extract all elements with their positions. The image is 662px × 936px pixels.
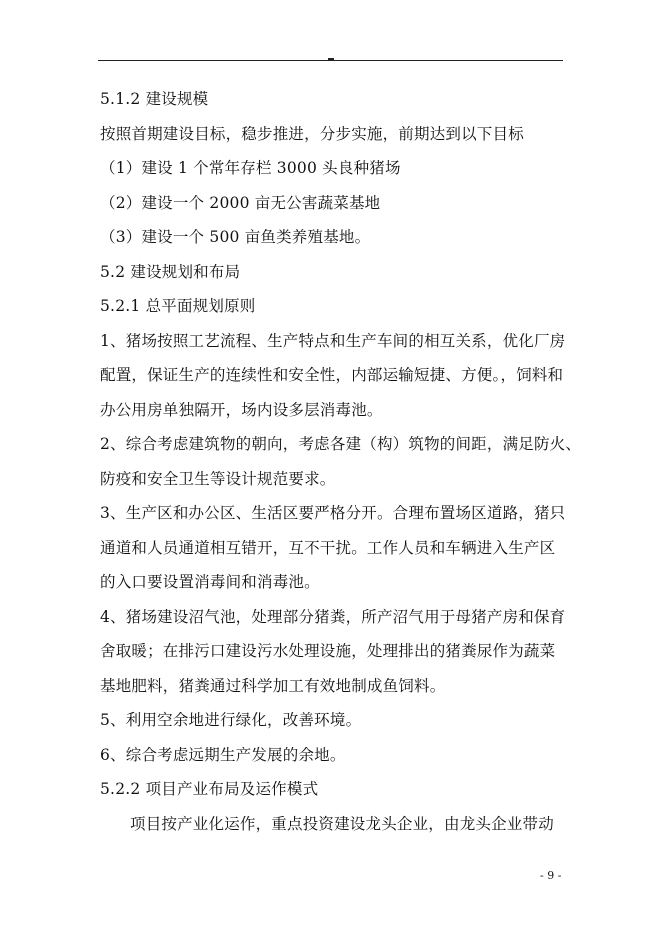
list-item: （3）建设一个 500 亩鱼类养殖基地。	[100, 228, 371, 246]
section-heading-5-2: 5.2 建设规划和布局	[100, 263, 241, 281]
section-heading-5-1-2: 5.1.2 建设规模	[100, 90, 209, 108]
list-item: （1）建设 1 个常年存栏 3000 头良种猪场	[100, 159, 401, 177]
paragraph-line: 2、综合考虑建筑物的朝向，考虑各建（构）筑物的间距，满足防火、	[100, 435, 582, 453]
page-number: - 9 -	[540, 869, 562, 882]
header-mark	[328, 58, 334, 61]
paragraph-line: 配置，保证生产的连续性和安全性，内部运输短捷、方便。，饲料和	[100, 366, 564, 384]
paragraph-line: 3、生产区和办公区、生活区要严格分开。合理布置场区道路，猪只	[100, 504, 566, 522]
paragraph-line: 4、猪场建设沼气池，处理部分猪粪，所产沼气用于母猪产房和保育	[100, 608, 566, 626]
paragraph-line: 6、综合考虑远期生产发展的余地。	[100, 746, 346, 764]
paragraph-line: 通道和人员通道相互错开，互不干扰。工作人员和车辆进入生产区	[100, 539, 556, 557]
paragraph-line: 舍取暖；在排污口建设污水处理设施，处理排出的猪粪尿作为蔬菜	[100, 642, 556, 660]
paragraph-line: 防疫和安全卫生等设计规范要求。	[100, 470, 336, 488]
paragraph-line: 的入口要设置消毒间和消毒池。	[100, 573, 320, 591]
paragraph-line: 5、利用空余地进行绿化，改善环境。	[100, 711, 362, 729]
paragraph-line: 1、猪场按照工艺流程、生产特点和生产车间的相互关系，优化厂房	[100, 332, 566, 350]
paragraph-line: 基地肥料，猪粪通过科学加工有效地制成鱼饲料。	[100, 677, 446, 695]
list-item: （2）建设一个 2000 亩无公害蔬菜基地	[100, 194, 381, 212]
paragraph-line: 按照首期建设目标，稳步推进，分步实施，前期达到以下目标	[100, 125, 524, 143]
section-heading-5-2-2: 5.2.2 项目产业布局及运作模式	[100, 780, 319, 798]
section-heading-5-2-1: 5.2.1 总平面规划原则	[100, 297, 256, 315]
paragraph-line: 办公用房单独隔开，场内设多层消毒池。	[100, 401, 383, 419]
paragraph-line: 项目按产业化运作，重点投资建设龙头企业，由龙头企业带动	[130, 815, 554, 833]
